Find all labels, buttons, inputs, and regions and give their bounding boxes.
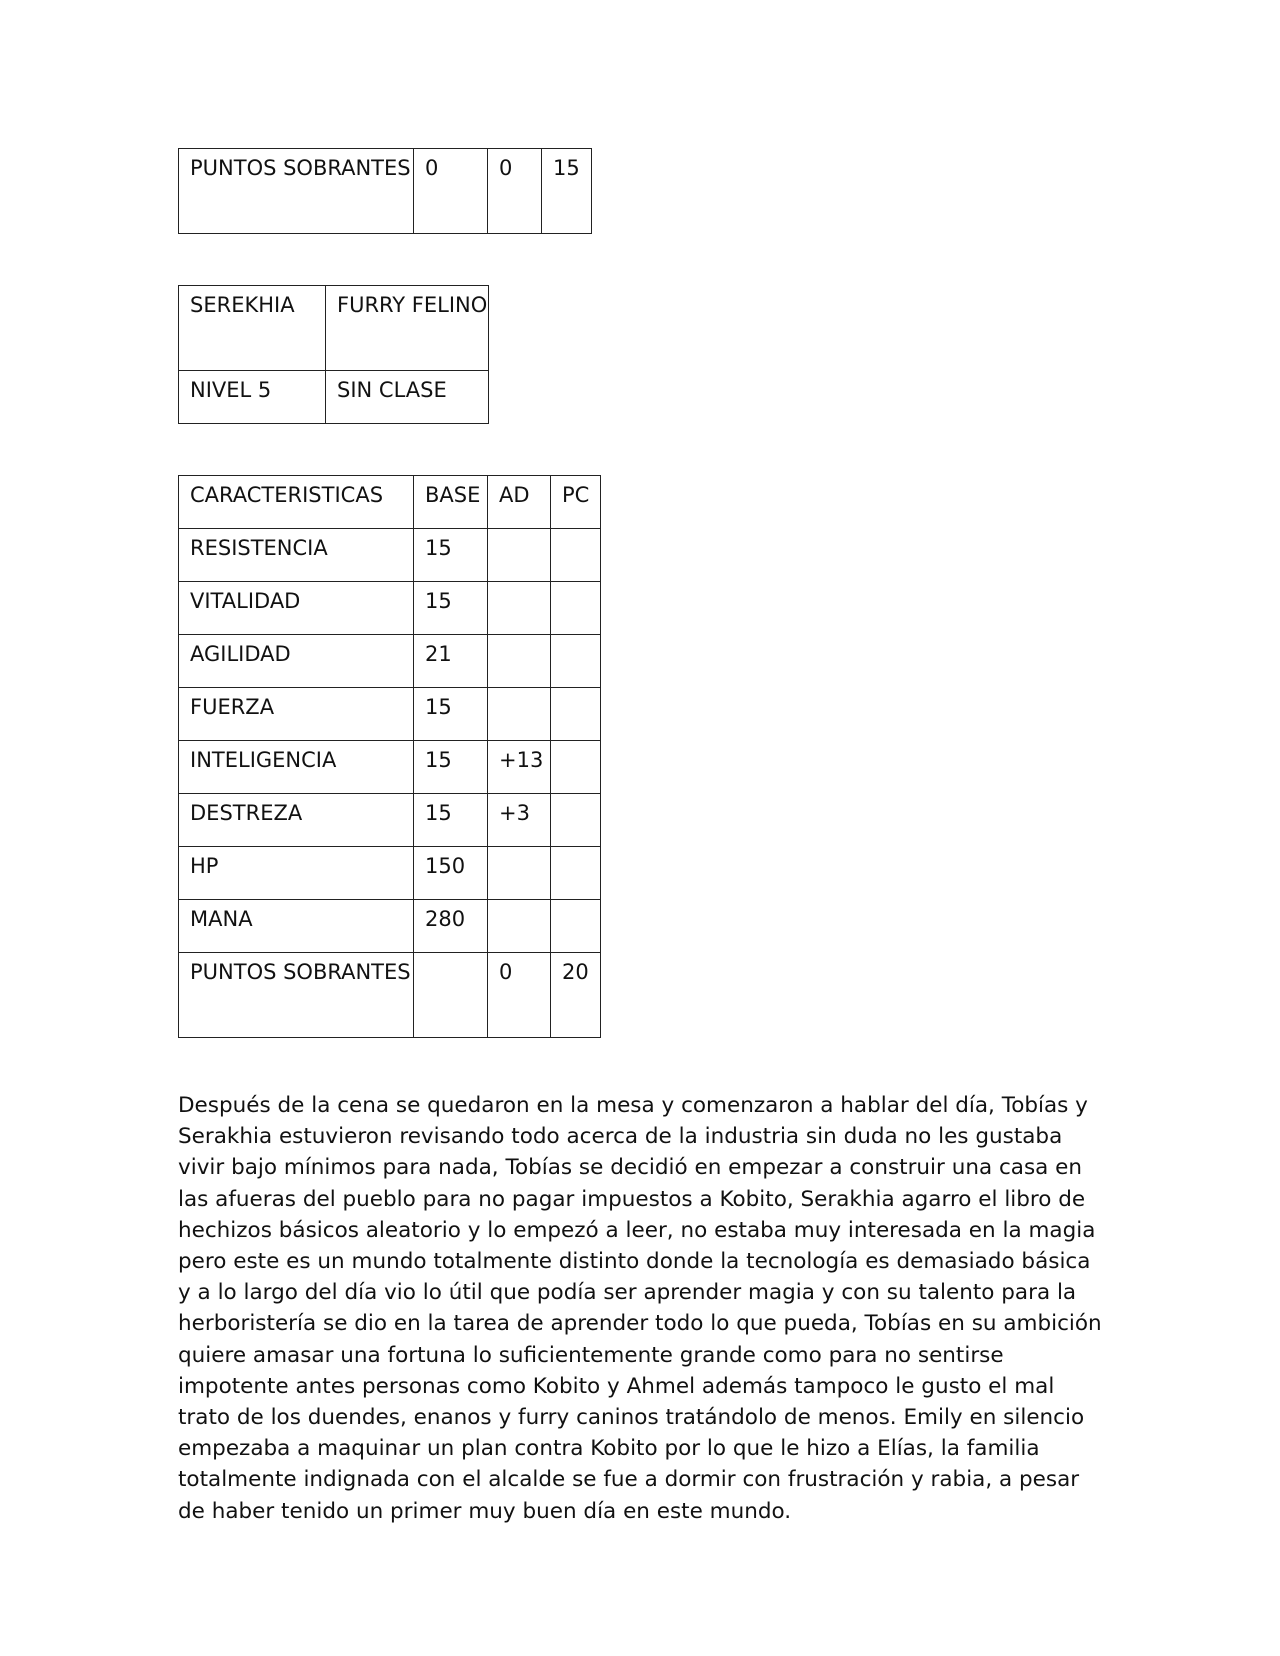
table-row	[179, 900, 601, 953]
stat-base: 280	[414, 900, 488, 953]
stat-base: 15	[414, 529, 488, 582]
stat-base: 21	[414, 635, 488, 688]
stat-ad	[488, 688, 551, 741]
stat-base	[414, 953, 488, 1038]
stats-header-pc: PC	[551, 476, 601, 529]
stat-base: 15	[414, 741, 488, 794]
table-row	[179, 371, 489, 424]
table-row	[179, 688, 601, 741]
stat-pc: 20	[551, 953, 601, 1038]
stat-name: RESISTENCIA	[179, 529, 414, 582]
stat-name: FUERZA	[179, 688, 414, 741]
stats-table	[178, 475, 601, 1038]
stat-base: 150	[414, 847, 488, 900]
stat-name: PUNTOS SOBRANTES	[179, 953, 414, 1038]
table-row	[179, 149, 592, 234]
stat-ad	[488, 529, 551, 582]
stats-header-base: BASE	[414, 476, 488, 529]
table-row	[179, 582, 601, 635]
stats-header-row	[179, 476, 601, 529]
table-row	[179, 286, 489, 371]
stat-pc	[551, 635, 601, 688]
table-row	[179, 953, 601, 1038]
stat-pc	[551, 900, 601, 953]
stat-pc	[551, 529, 601, 582]
stats-header-characteristics: CARACTERISTICAS	[179, 476, 414, 529]
table-row	[179, 741, 601, 794]
stat-base: 15	[414, 688, 488, 741]
stat-name: VITALIDAD	[179, 582, 414, 635]
stat-ad	[488, 900, 551, 953]
remaining-points-value-1: 0	[414, 149, 488, 234]
stat-base: 15	[414, 582, 488, 635]
stat-ad: +13	[488, 741, 551, 794]
character-level: NIVEL 5	[179, 371, 326, 424]
stat-pc	[551, 582, 601, 635]
stat-name: MANA	[179, 900, 414, 953]
stat-pc	[551, 847, 601, 900]
stats-header-ad: AD	[488, 476, 551, 529]
character-race: FURRY FELINO	[326, 286, 489, 371]
stat-name: HP	[179, 847, 414, 900]
story-paragraph: Después de la cena se quedaron en la mesa y comenzaron a hablar del día, Tobías y Serakhia estuvieron revisando todo acerca de la industria sin duda no les gustaba vivir bajo mínimos para nada, Tobías se decidió en empezar a construir una casa en las afueras del pueblo para no pagar impuestos a Kobito, Serakhia agarro el libro de hechizos básicos aleatorio y lo empezó a leer, no estaba muy interesada en la magia pero este es un mundo totalmente distinto donde la tecnología es demasiado básica y a lo largo del día vio lo útil que podía ser aprender magia y con su talento para la herboristería se dio en la tarea de aprender todo lo que pueda, Tobías en su ambición quiere amasar una fortuna lo suficientemente grande como para no sentirse impotente antes personas como Kobito y Ahmel además tampoco le gusto el mal trato de los duendes, enanos y furry caninos tratándolo de menos. Emily en silencio empezaba a maquinar un plan contra Kobito por lo que le hizo a Elías, la familia totalmente indignada con el alcalde se fue a dormir con frustración y rabia, a pesar de haber tenido un primer muy buen día en este mundo.	[178, 1093, 1102, 1524]
stat-name: INTELIGENCIA	[179, 741, 414, 794]
table-row	[179, 847, 601, 900]
stat-name: DESTREZA	[179, 794, 414, 847]
character-class: SIN CLASE	[326, 371, 489, 424]
character-info-table	[178, 285, 489, 424]
remaining-points-value-3: 15	[542, 149, 592, 234]
remaining-points-label: PUNTOS SOBRANTES	[179, 149, 414, 234]
table-row	[179, 794, 601, 847]
stat-ad: 0	[488, 953, 551, 1038]
remaining-points-table	[178, 148, 592, 234]
stat-pc	[551, 794, 601, 847]
stat-ad	[488, 847, 551, 900]
stat-pc	[551, 741, 601, 794]
remaining-points-value-2: 0	[488, 149, 542, 234]
character-name: SEREKHIA	[179, 286, 326, 371]
table-row	[179, 529, 601, 582]
stat-ad	[488, 582, 551, 635]
stat-ad: +3	[488, 794, 551, 847]
stat-ad	[488, 635, 551, 688]
table-row	[179, 635, 601, 688]
stat-pc	[551, 688, 601, 741]
stat-name: AGILIDAD	[179, 635, 414, 688]
stat-base: 15	[414, 794, 488, 847]
